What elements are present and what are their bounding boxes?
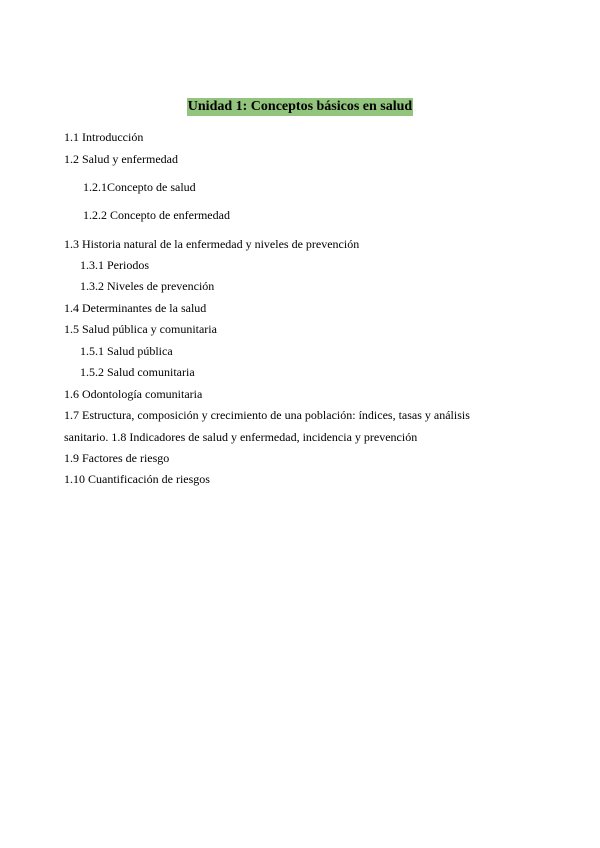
page-title: Unidad 1: Conceptos básicos en salud <box>187 99 413 114</box>
toc-item-1-3-2: 1.3.2 Niveles de prevención <box>80 279 215 293</box>
toc-item-1-4: 1.4 Determinantes de la salud <box>64 301 207 315</box>
toc-item-1-7-continued: sanitario. 1.8 Indicadores de salud y enfermedad, incidencia y prevención <box>64 430 418 444</box>
toc-item-1-5: 1.5 Salud pública y comunitaria <box>64 322 217 336</box>
toc-item-1-2-1: 1.2.1Concepto de salud <box>83 180 196 194</box>
toc-item-1-10: 1.10 Cuantificación de riesgos <box>64 472 210 486</box>
toc-item-1-7: 1.7 Estructura, composición y crecimiento de una población: índices, tasas y análisis <box>64 408 470 422</box>
toc-item-1-2: 1.2 Salud y enfermedad <box>64 152 178 166</box>
toc-item-1-9: 1.9 Factores de riesgo <box>64 451 170 465</box>
toc-item-1-3-1: 1.3.1 Periodos <box>80 258 149 272</box>
toc-item-1-5-2: 1.5.2 Salud comunitaria <box>80 365 195 379</box>
toc-item-1-3: 1.3 Historia natural de la enfermedad y niveles de prevención <box>64 237 360 251</box>
toc-item-1-1: 1.1 Introducción <box>64 130 144 144</box>
title-container <box>0 97 600 116</box>
toc-item-1-5-1: 1.5.1 Salud pública <box>80 344 173 358</box>
toc-item-1-2-2: 1.2.2 Concepto de enfermedad <box>83 208 230 222</box>
toc-item-1-6: 1.6 Odontología comunitaria <box>64 387 203 401</box>
